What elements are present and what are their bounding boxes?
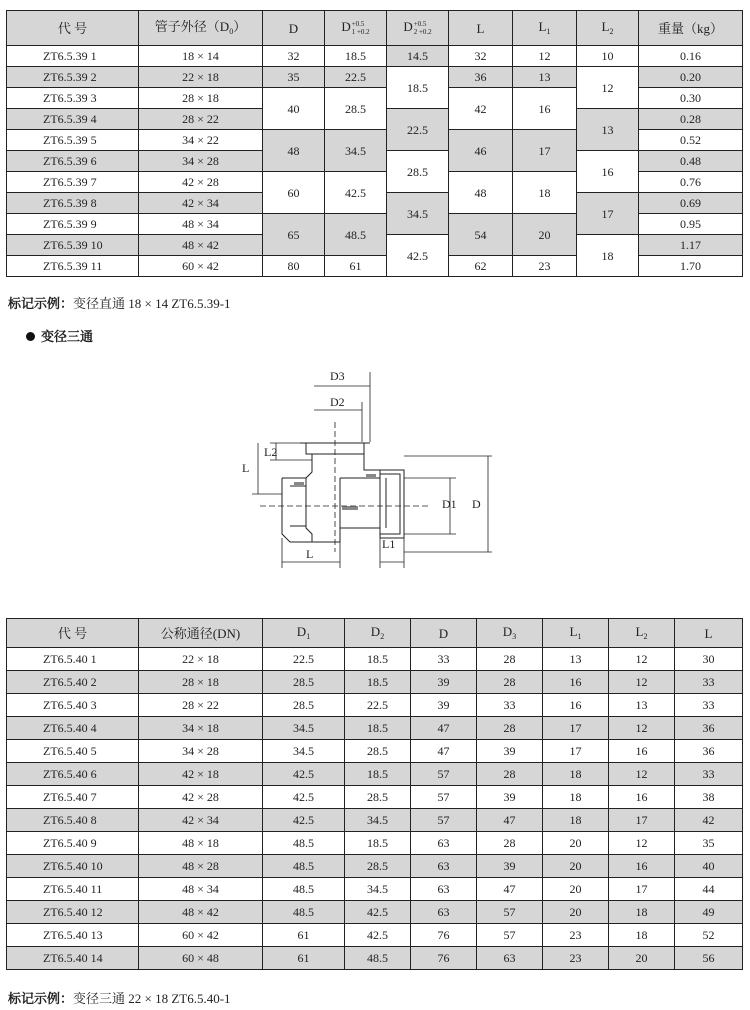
table-row — [7, 46, 743, 67]
cell-l1: 13 — [543, 648, 609, 671]
cell-dn: 48 × 18 — [139, 832, 263, 855]
cell-d3: 39 — [477, 786, 543, 809]
bullet-icon — [26, 332, 35, 341]
cell-od: 42 × 34 — [139, 193, 263, 214]
cell-dn: 42 × 28 — [139, 786, 263, 809]
cell-d1: 48.5 — [263, 832, 345, 855]
cell-l2: 18 — [577, 235, 639, 277]
cell-l2: 10 — [577, 46, 639, 67]
header-d: D — [263, 11, 325, 46]
cell-weight: 0.76 — [639, 172, 743, 193]
cell-od: 48 × 34 — [139, 214, 263, 235]
table-row — [7, 763, 743, 786]
cell-l2: 20 — [609, 947, 675, 970]
cell-od: 28 × 22 — [139, 109, 263, 130]
cell-d2: 42.5 — [345, 901, 411, 924]
cell-od: 34 × 28 — [139, 151, 263, 172]
cell-l1: 18 — [513, 172, 577, 214]
cell-code: ZT6.5.40 6 — [7, 763, 139, 786]
cell-code: ZT6.5.39 10 — [7, 235, 139, 256]
cell-l2: 16 — [609, 786, 675, 809]
cell-d: 57 — [411, 763, 477, 786]
cell-l1: 13 — [513, 67, 577, 88]
cell-d2: 28.5 — [387, 151, 449, 193]
header-d1: D+0.5 1 +0.2 — [325, 11, 387, 46]
cell-l1: 17 — [543, 717, 609, 740]
cell-d2: 28.5 — [345, 786, 411, 809]
reducing-tee-drawing — [230, 362, 500, 577]
table-row — [7, 740, 743, 763]
cell-d: 63 — [411, 878, 477, 901]
cell-l: 44 — [675, 878, 743, 901]
header-d: D — [411, 619, 477, 648]
cell-code: ZT6.5.40 11 — [7, 878, 139, 901]
cell-d: 57 — [411, 809, 477, 832]
cell-code: ZT6.5.39 9 — [7, 214, 139, 235]
cell-l: 33 — [675, 763, 743, 786]
cell-d: 39 — [411, 694, 477, 717]
cell-weight: 1.70 — [639, 256, 743, 277]
cell-l2: 16 — [577, 151, 639, 193]
cell-d1: 48.5 — [263, 901, 345, 924]
label-l: L — [242, 461, 250, 475]
cell-od: 22 × 18 — [139, 67, 263, 88]
cell-l2: 17 — [609, 878, 675, 901]
header-code: 代 号 — [7, 11, 139, 46]
table-row — [7, 717, 743, 740]
cell-od: 34 × 22 — [139, 130, 263, 151]
cell-d1: 28.5 — [263, 671, 345, 694]
cell-l: 56 — [675, 947, 743, 970]
cell-dn: 60 × 48 — [139, 947, 263, 970]
header-d2: D+0.5 2 +0.2 — [387, 11, 449, 46]
cell-od: 60 × 42 — [139, 256, 263, 277]
cell-d2: 18.5 — [345, 648, 411, 671]
header-code: 代 号 — [7, 619, 139, 648]
cell-l: 36 — [449, 67, 513, 88]
header-l: L — [449, 11, 513, 46]
header-l1: $L_1$ — [513, 11, 577, 46]
cell-l2: 16 — [609, 855, 675, 878]
header-dn: 公称通径(DN) — [139, 619, 263, 648]
header-pipe-od: 管子外径$(D_0)$ — [139, 11, 263, 46]
marking-example-label: 标记示例： — [8, 991, 74, 1006]
cell-dn: 48 × 42 — [139, 901, 263, 924]
cell-od: 18 × 14 — [139, 46, 263, 67]
cell-code: ZT6.5.40 8 — [7, 809, 139, 832]
cell-d: 32 — [263, 46, 325, 67]
cell-l: 48 — [449, 172, 513, 214]
cell-l: 32 — [449, 46, 513, 67]
cell-code: ZT6.5.39 4 — [7, 109, 139, 130]
cell-l1: 18 — [543, 809, 609, 832]
cell-d2: 14.5 — [387, 46, 449, 67]
cell-l2: 12 — [609, 671, 675, 694]
reducing-tee-table — [6, 618, 743, 970]
cell-d3: 39 — [477, 740, 543, 763]
cell-d: 65 — [263, 214, 325, 256]
cell-d1: 34.5 — [263, 717, 345, 740]
cell-d1: 48.5 — [263, 878, 345, 901]
cell-d: 57 — [411, 786, 477, 809]
cell-l1: 18 — [543, 763, 609, 786]
cell-code: ZT6.5.40 10 — [7, 855, 139, 878]
cell-code: ZT6.5.40 12 — [7, 901, 139, 924]
header-d1: $D_1$ — [263, 619, 345, 648]
cell-dn: 42 × 18 — [139, 763, 263, 786]
cell-d1: 42.5 — [263, 786, 345, 809]
table-row — [7, 947, 743, 970]
cell-d: 80 — [263, 256, 325, 277]
cell-d3: 28 — [477, 648, 543, 671]
cell-d2: 34.5 — [387, 193, 449, 235]
cell-weight: 0.95 — [639, 214, 743, 235]
cell-d2: 28.5 — [345, 855, 411, 878]
label-l2: L2 — [264, 445, 278, 459]
cell-weight: 0.48 — [639, 151, 743, 172]
cell-l1: 12 — [513, 46, 577, 67]
cell-l2: 17 — [609, 809, 675, 832]
cell-l1: 16 — [543, 671, 609, 694]
label-d1: D1 — [442, 497, 457, 511]
cell-dn: 34 × 28 — [139, 740, 263, 763]
cell-l: 36 — [675, 740, 743, 763]
cell-d2: 28.5 — [345, 740, 411, 763]
cell-l1: 17 — [543, 740, 609, 763]
cell-code: ZT6.5.39 8 — [7, 193, 139, 214]
cell-d: 76 — [411, 924, 477, 947]
cell-d1: 22.5 — [325, 67, 387, 88]
cell-d3: 28 — [477, 671, 543, 694]
cell-l: 52 — [675, 924, 743, 947]
cell-l: 33 — [675, 671, 743, 694]
cell-l1: 16 — [513, 88, 577, 130]
cell-dn: 28 × 18 — [139, 671, 263, 694]
section-title — [26, 326, 93, 345]
header-d3: $D_3$ — [477, 619, 543, 648]
table-row — [7, 786, 743, 809]
cell-l1: 23 — [543, 947, 609, 970]
cell-d1: 34.5 — [263, 740, 345, 763]
cell-d1: 22.5 — [263, 648, 345, 671]
table-row — [7, 878, 743, 901]
cell-code: ZT6.5.40 7 — [7, 786, 139, 809]
cell-l: 54 — [449, 214, 513, 256]
table-row — [7, 832, 743, 855]
cell-l: 42 — [675, 809, 743, 832]
cell-code: ZT6.5.40 14 — [7, 947, 139, 970]
table-row — [7, 648, 743, 671]
table-row — [7, 67, 743, 88]
cell-l2: 13 — [609, 694, 675, 717]
cell-d1: 42.5 — [325, 172, 387, 214]
cell-weight: 1.17 — [639, 235, 743, 256]
marking-example-label: 标记示例： — [8, 296, 74, 311]
cell-d3: 39 — [477, 855, 543, 878]
marking-example-1 — [8, 293, 231, 312]
cell-d1: 48.5 — [325, 214, 387, 256]
section-title-text: 变径三通 — [41, 329, 94, 344]
cell-weight: 0.69 — [639, 193, 743, 214]
cell-d2: 22.5 — [387, 109, 449, 151]
marking-example-text: 变径三通 22 × 18 ZT6.5.40-1 — [73, 991, 231, 1006]
cell-dn: 48 × 28 — [139, 855, 263, 878]
cell-d: 63 — [411, 855, 477, 878]
marking-example-2 — [8, 988, 231, 1007]
cell-d1: 48.5 — [263, 855, 345, 878]
cell-d1: 28.5 — [263, 694, 345, 717]
cell-d3: 28 — [477, 763, 543, 786]
label-d2: D2 — [330, 395, 345, 409]
cell-l2: 18 — [609, 924, 675, 947]
cell-weight: 0.30 — [639, 88, 743, 109]
cell-dn: 34 × 18 — [139, 717, 263, 740]
cell-l2: 16 — [609, 740, 675, 763]
cell-l2: 13 — [577, 109, 639, 151]
cell-d3: 47 — [477, 878, 543, 901]
cell-d1: 34.5 — [325, 130, 387, 172]
cell-l: 38 — [675, 786, 743, 809]
cell-d: 63 — [411, 832, 477, 855]
cell-d1: 28.5 — [325, 88, 387, 130]
cell-l1: 18 — [543, 786, 609, 809]
cell-l1: 23 — [543, 924, 609, 947]
cell-d: 40 — [263, 88, 325, 130]
cell-d3: 57 — [477, 901, 543, 924]
label-d3: D3 — [330, 369, 345, 383]
cell-l2: 17 — [577, 193, 639, 235]
cell-d2: 18.5 — [345, 717, 411, 740]
cell-weight: 0.28 — [639, 109, 743, 130]
cell-l2: 12 — [609, 717, 675, 740]
cell-code: ZT6.5.39 7 — [7, 172, 139, 193]
cell-d2: 34.5 — [345, 878, 411, 901]
cell-od: 42 × 28 — [139, 172, 263, 193]
header-weight: 重量（kg） — [639, 11, 743, 46]
cell-d3: 47 — [477, 809, 543, 832]
cell-code: ZT6.5.40 9 — [7, 832, 139, 855]
label-l1: L1 — [382, 537, 396, 551]
cell-d: 47 — [411, 717, 477, 740]
cell-d: 47 — [411, 740, 477, 763]
cell-d3: 63 — [477, 947, 543, 970]
cell-d: 33 — [411, 648, 477, 671]
marking-example-text: 变径直通 18 × 14 ZT6.5.39-1 — [73, 296, 231, 311]
cell-od: 48 × 42 — [139, 235, 263, 256]
header-l: L — [675, 619, 743, 648]
cell-weight: 0.16 — [639, 46, 743, 67]
cell-d2: 48.5 — [345, 947, 411, 970]
table-row — [7, 855, 743, 878]
cell-l2: 12 — [609, 832, 675, 855]
cell-l: 46 — [449, 130, 513, 172]
cell-l1: 20 — [543, 832, 609, 855]
cell-l2: 12 — [609, 648, 675, 671]
cell-d2: 18.5 — [345, 763, 411, 786]
cell-l2: 12 — [577, 67, 639, 109]
cell-code: ZT6.5.40 4 — [7, 717, 139, 740]
header-l2: $L_2$ — [577, 11, 639, 46]
table-row — [7, 694, 743, 717]
cell-l1: 20 — [543, 901, 609, 924]
header-l1: $L_1$ — [543, 619, 609, 648]
cell-dn: 28 × 22 — [139, 694, 263, 717]
table-row — [7, 901, 743, 924]
cell-d: 63 — [411, 901, 477, 924]
cell-l: 62 — [449, 256, 513, 277]
cell-l: 42 — [449, 88, 513, 130]
cell-dn: 60 × 42 — [139, 924, 263, 947]
table-header-row — [7, 619, 743, 648]
cell-code: ZT6.5.40 2 — [7, 671, 139, 694]
cell-l2: 18 — [609, 901, 675, 924]
cell-code: ZT6.5.39 1 — [7, 46, 139, 67]
cell-l1: 20 — [543, 878, 609, 901]
cell-d: 39 — [411, 671, 477, 694]
cell-d3: 33 — [477, 694, 543, 717]
cell-d2: 22.5 — [345, 694, 411, 717]
cell-d2: 18.5 — [387, 67, 449, 109]
label-l-bottom: L — [306, 547, 314, 561]
cell-code: ZT6.5.39 3 — [7, 88, 139, 109]
cell-code: ZT6.5.39 6 — [7, 151, 139, 172]
cell-l1: 20 — [543, 855, 609, 878]
cell-l1: 17 — [513, 130, 577, 172]
cell-d1: 42.5 — [263, 809, 345, 832]
label-d: D — [472, 497, 481, 511]
cell-d2: 34.5 — [345, 809, 411, 832]
table-row — [7, 809, 743, 832]
header-l2: $L_2$ — [609, 619, 675, 648]
cell-code: ZT6.5.40 1 — [7, 648, 139, 671]
cell-l: 33 — [675, 694, 743, 717]
cell-d1: 61 — [263, 947, 345, 970]
cell-d1: 61 — [263, 924, 345, 947]
cell-d1: 61 — [325, 256, 387, 277]
table-header-row — [7, 11, 743, 46]
cell-d: 48 — [263, 130, 325, 172]
cell-l1: 16 — [543, 694, 609, 717]
cell-d1: 18.5 — [325, 46, 387, 67]
cell-d: 76 — [411, 947, 477, 970]
cell-l1: 20 — [513, 214, 577, 256]
cell-d2: 42.5 — [387, 235, 449, 277]
reducing-union-table — [6, 10, 743, 277]
header-d2: $D_2$ — [345, 619, 411, 648]
cell-code: ZT6.5.40 5 — [7, 740, 139, 763]
cell-l: 40 — [675, 855, 743, 878]
cell-l: 36 — [675, 717, 743, 740]
cell-l: 49 — [675, 901, 743, 924]
cell-code: ZT6.5.40 3 — [7, 694, 139, 717]
cell-l: 30 — [675, 648, 743, 671]
cell-l1: 23 — [513, 256, 577, 277]
cell-d3: 28 — [477, 717, 543, 740]
cell-d: 60 — [263, 172, 325, 214]
cell-code: ZT6.5.40 13 — [7, 924, 139, 947]
table-row — [7, 671, 743, 694]
cell-code: ZT6.5.39 2 — [7, 67, 139, 88]
cell-d1: 42.5 — [263, 763, 345, 786]
cell-od: 28 × 18 — [139, 88, 263, 109]
cell-dn: 48 × 34 — [139, 878, 263, 901]
cell-weight: 0.52 — [639, 130, 743, 151]
table-row — [7, 924, 743, 947]
cell-dn: 22 × 18 — [139, 648, 263, 671]
cell-code: ZT6.5.39 11 — [7, 256, 139, 277]
cell-dn: 42 × 34 — [139, 809, 263, 832]
cell-d3: 57 — [477, 924, 543, 947]
cell-d2: 42.5 — [345, 924, 411, 947]
cell-weight: 0.20 — [639, 67, 743, 88]
cell-d: 35 — [263, 67, 325, 88]
cell-d2: 18.5 — [345, 671, 411, 694]
cell-l: 35 — [675, 832, 743, 855]
cell-d3: 28 — [477, 832, 543, 855]
cell-d2: 18.5 — [345, 832, 411, 855]
cell-l2: 12 — [609, 763, 675, 786]
cell-code: ZT6.5.39 5 — [7, 130, 139, 151]
